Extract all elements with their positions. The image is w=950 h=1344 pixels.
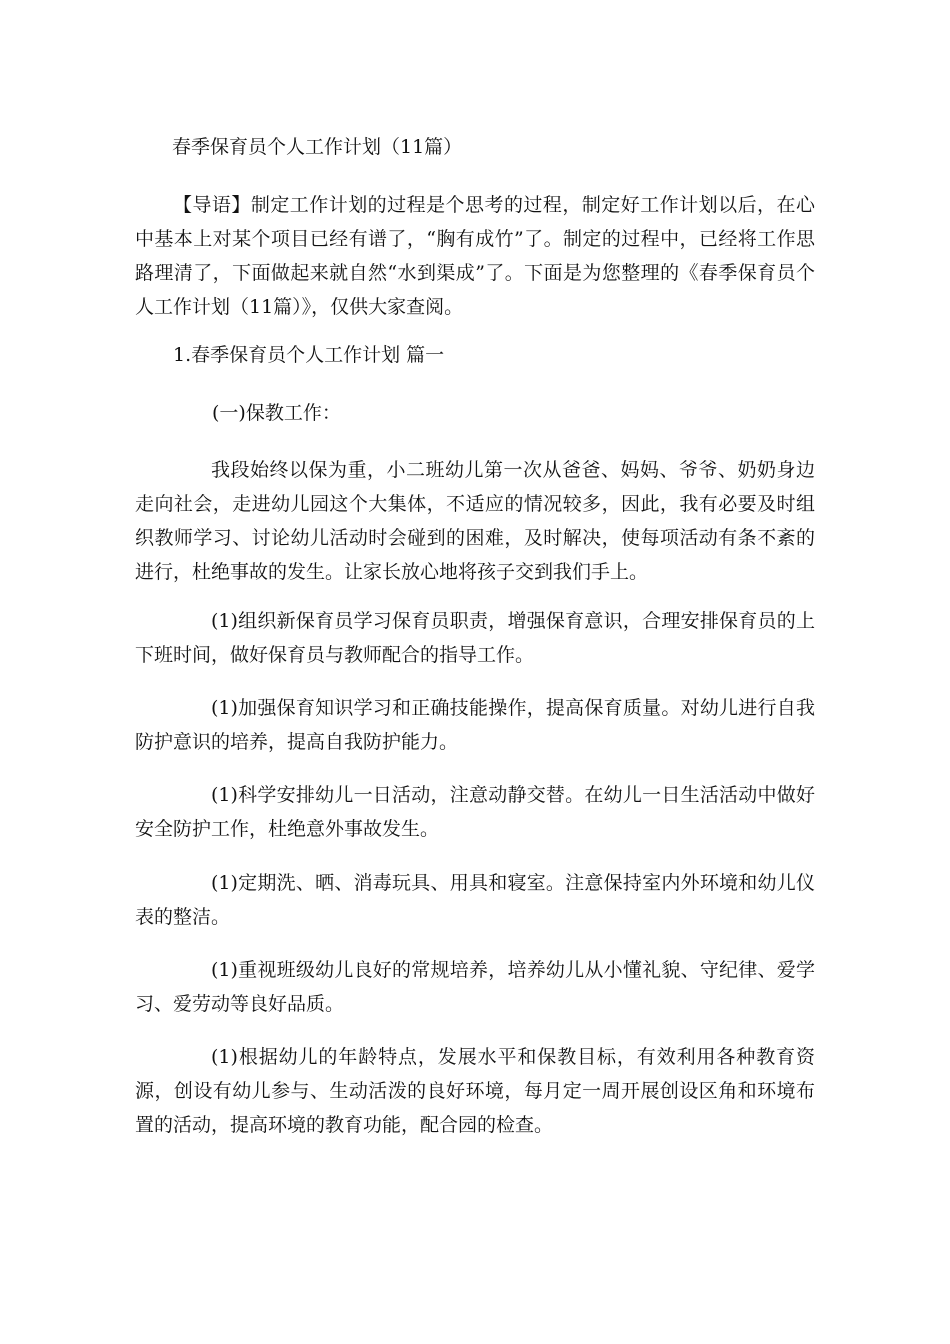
body-paragraph: (1)组织新保育员学习保育员职责，增强保育意识，合理安排保育员的上下班时间，做好保育员与教师配合的指导工作。	[135, 610, 815, 666]
body-paragraph: (1)定期洗、晒、消毒玩具、用具和寝室。注意保持室内外环境和幼儿仪表的整洁。	[135, 872, 815, 928]
body-paragraph: (1)科学安排幼儿一日活动，注意动静交替。在幼儿一日生活活动中做好安全防护工作，杜绝意外事故发生。	[135, 784, 815, 840]
body-paragraph: (1)根据幼儿的年龄特点，发展水平和保教目标，有效利用各种教育资源，创设有幼儿参与、生动活泼的良好环境，每月定一周开展创设区角和环境布置的活动，提高环境的教育功能，配合园的检查。	[135, 1046, 815, 1136]
document-title: 春季保育员个人工作计划（11篇）	[172, 136, 463, 158]
body-paragraph: 我段始终以保为重，小二班幼儿第一次从爸爸、妈妈、爷爷、奶奶身边走向社会，走进幼儿园这个大集体，不适应的情况较多，因此，我有必要及时组织教师学习、讨论幼儿活动时会碰到的困难，及时解决，使每项活动有条不紊的进行，杜绝事故的发生。让家长放心地将孩子交到我们手上。	[135, 459, 815, 583]
subheading: (一)保教工作：	[212, 402, 341, 424]
body-paragraph: (1)加强保育知识学习和正确技能操作，提高保育质量。对幼儿进行自我防护意识的培养，提高自我防护能力。	[135, 697, 815, 753]
body-paragraph: (1)重视班级幼儿良好的常规培养，培养幼儿从小懂礼貌、守纪律、爱学习、爱劳动等良好品质。	[135, 959, 815, 1015]
section-heading: 1.春季保育员个人工作计划 篇一	[173, 344, 445, 366]
intro-paragraph: 【导语】制定工作计划的过程是个思考的过程，制定好工作计划以后，在心中基本上对某个项目已经有谱了，“胸有成竹”了。制定的过程中，已经将工作思路理清了，下面做起来就自然“水到渠成”了。下面是为您整理的《春季保育员个人工作计划（11篇）》，仅供大家查阅。	[135, 194, 815, 318]
